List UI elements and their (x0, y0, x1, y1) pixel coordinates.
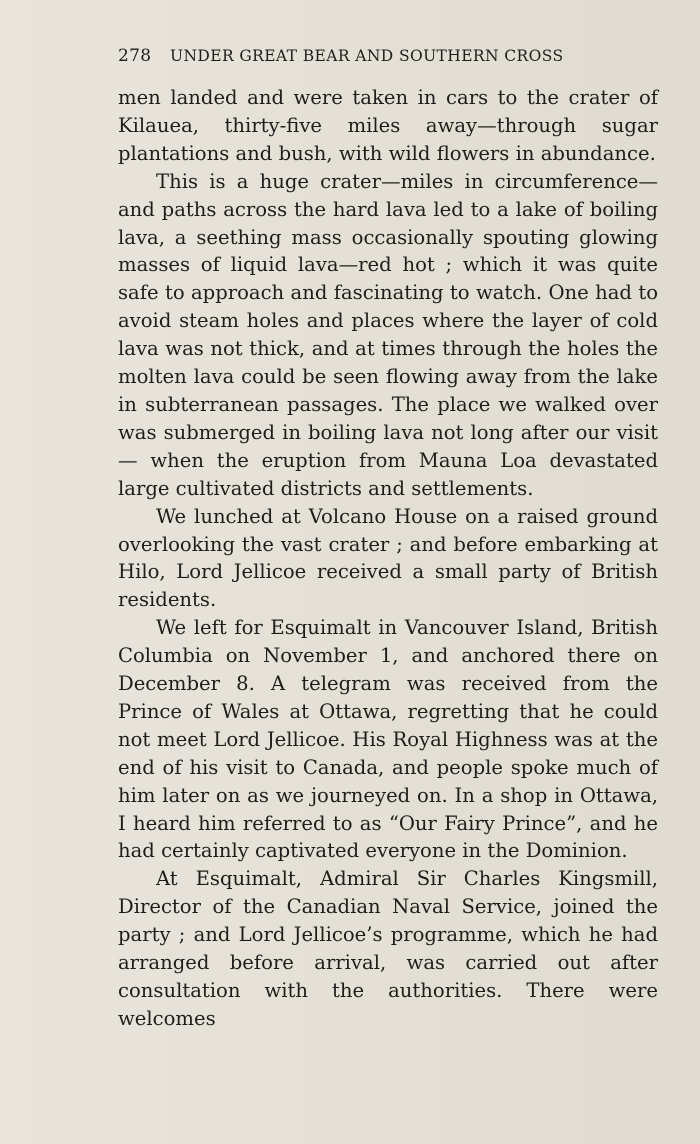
paragraph-5: At Esquimalt, Admiral Sir Charles Kingsmill, Director of the Canadian Naval Service, joined the party ; and Lord Jellicoe’s programme, which he had arranged before arrival, was carried out after consultation with the authorities. There were welcomes (118, 867, 658, 1030)
page-number: 278 (118, 46, 152, 66)
paragraph-2: This is a huge crater—miles in circumference— and paths across the hard lava led to a lake of boiling lava, a seething mass occasionally spouting glowing masses of liquid lava—red hot ; which it was quite safe to approach and fascinating to watch. One had to avoid steam holes and places where the layer of cold lava was not thick, and at times through the holes the molten lava could be seen flowing away from the lake in subterranean passages. The place we walked over was submerged in boiling lava not long after our visit— when the eruption from Mauna Loa devastated large cultivated districts and settlements. (118, 169, 658, 500)
running-header (118, 46, 658, 74)
running-title: UNDER GREAT BEAR AND SOUTHERN CROSS (170, 47, 564, 65)
paragraph-3: We lunched at Volcano House on a raised ground overlooking the vast crater ; and before embarking at Hilo, Lord Jellicoe received a small party of British residents. (118, 504, 658, 612)
paragraph-1: men landed and were taken in cars to the crater of Kilauea, thirty-five miles away—through sugar plantations and bush, with wild flowers in abundance. (118, 86, 658, 165)
body-text (118, 84, 658, 1033)
book-page (118, 46, 658, 1033)
paragraph-4: We left for Esquimalt in Vancouver Island, British Columbia on November 1, and anchored there on December 8. A telegram was received from the Prince of Wales at Ottawa, regretting that he could not meet Lord Jellicoe. His Royal Highness was at the end of his visit to Canada, and people spoke much of him later on as we journeyed on. In a shop in Ottawa, I heard him referred to as “Our Fairy Prince”, and he had certainly captivated everyone in the Dominion. (118, 616, 658, 863)
